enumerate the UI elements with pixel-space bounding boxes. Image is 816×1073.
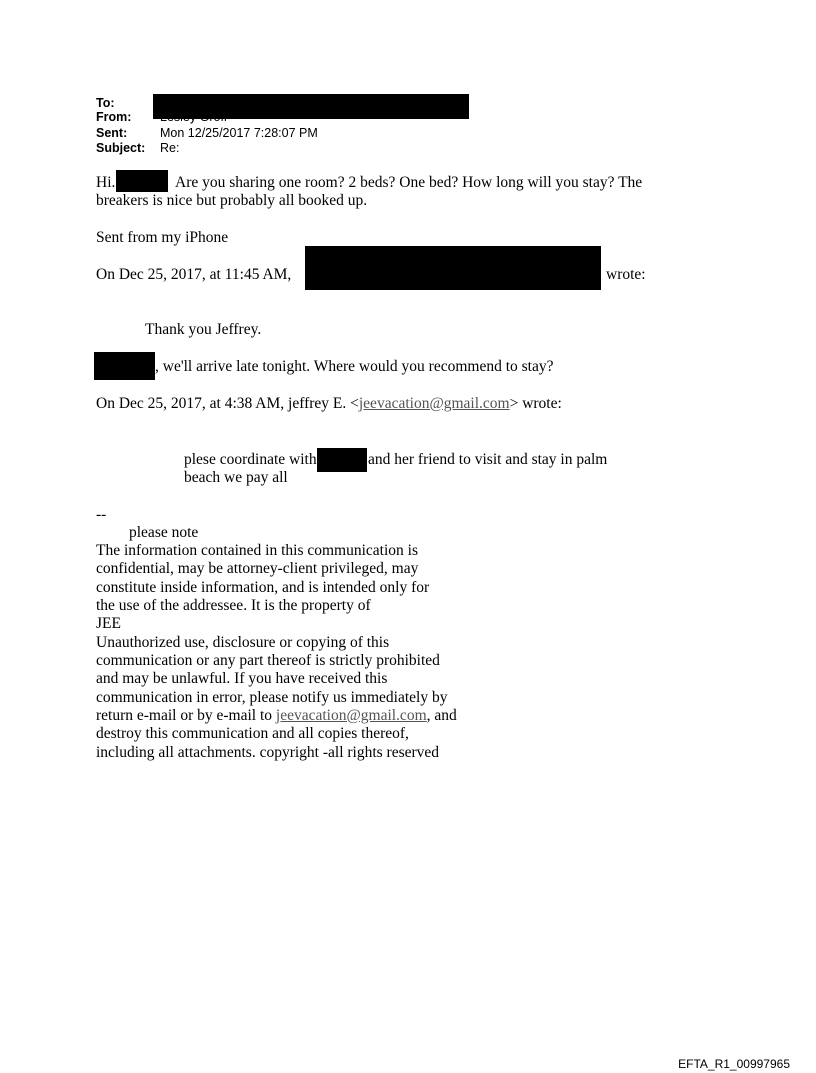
- redaction-to-from: [153, 94, 469, 119]
- disclaimer-line: the use of the addressee. It is the property of: [96, 597, 371, 614]
- from-label: From:: [96, 110, 132, 124]
- inner-line-1a: plese coordinate with: [184, 451, 317, 468]
- subject-row: [96, 141, 179, 156]
- disclaimer-line: Unauthorized use, disclosure or copying of this: [96, 634, 390, 651]
- document-id: EFTA_R1_00997965: [678, 1057, 790, 1071]
- disclaimer-line: JEE: [96, 615, 121, 632]
- quote2-intro-text: On Dec 25, 2017, at 4:38 AM, jeffrey E. <: [96, 395, 359, 412]
- disclaimer-line: The information contained in this communication is: [96, 542, 418, 559]
- disclaimer-line: including all attachments. copyright -all rights reserved: [96, 744, 440, 761]
- disclaimer-line: and may be unlawful. If you have received this: [96, 670, 388, 687]
- disclaimer-line-10b: , and: [426, 707, 457, 724]
- quote2-intro: [96, 395, 562, 413]
- body-line-1: Are you sharing one room? 2 beds? One bed? How long will you stay? The: [175, 174, 643, 191]
- quote2-wrote: > wrote:: [509, 395, 562, 412]
- sent-row: [96, 126, 318, 141]
- body-signature: Sent from my iPhone: [96, 229, 229, 246]
- disclaimer-line: communication or any part thereof is strictly prohibited: [96, 652, 440, 669]
- disclaimer-line: communication in error, please notify us immediately by: [96, 689, 448, 706]
- to-label: To:: [96, 96, 115, 110]
- disclaimer-line: destroy this communication and all copies thereof,: [96, 725, 409, 742]
- subject-value: Re:: [160, 141, 180, 155]
- inner-line-2: beach we pay all: [184, 469, 288, 486]
- quote1-wrote: wrote:: [606, 266, 646, 283]
- quoted-thanks: Thank you Jeffrey.: [145, 321, 262, 338]
- to-row: [96, 96, 160, 111]
- quote2-email-link[interactable]: jeevacation@gmail.com: [358, 395, 510, 412]
- inner-line-1b: and her friend to visit and stay in palm: [368, 451, 608, 468]
- subject-label: Subject:: [96, 141, 146, 155]
- quote1-intro: On Dec 25, 2017, at 11:45 AM,: [96, 266, 292, 283]
- body-greeting: Hi.: [96, 174, 116, 191]
- redaction-arrive-name: [94, 352, 155, 380]
- redaction-quote1-sender: [305, 246, 601, 290]
- disclaimer-dashes: --: [96, 506, 107, 523]
- redaction-inner-name: [317, 448, 367, 472]
- sent-value: Mon 12/25/2017 7:28:07 PM: [160, 126, 318, 140]
- quoted-arrive: , we'll arrive late tonight. Where would you recommend to stay?: [155, 358, 554, 375]
- disclaimer-line-email: [96, 707, 457, 725]
- disclaimer-line: constitute inside information, and is intended only for: [96, 579, 430, 596]
- body-line-2: breakers is nice but probably all booked up.: [96, 192, 368, 209]
- disclaimer-line-10a: return e-mail or by e-mail to: [96, 707, 276, 724]
- disclaimer-email-link[interactable]: jeevacation@gmail.com: [275, 707, 427, 724]
- redaction-greeting-name: [116, 170, 168, 192]
- disclaimer-note: please note: [129, 524, 199, 541]
- sent-label: Sent:: [96, 126, 128, 140]
- disclaimer-line: confidential, may be attorney-client privileged, may: [96, 560, 419, 577]
